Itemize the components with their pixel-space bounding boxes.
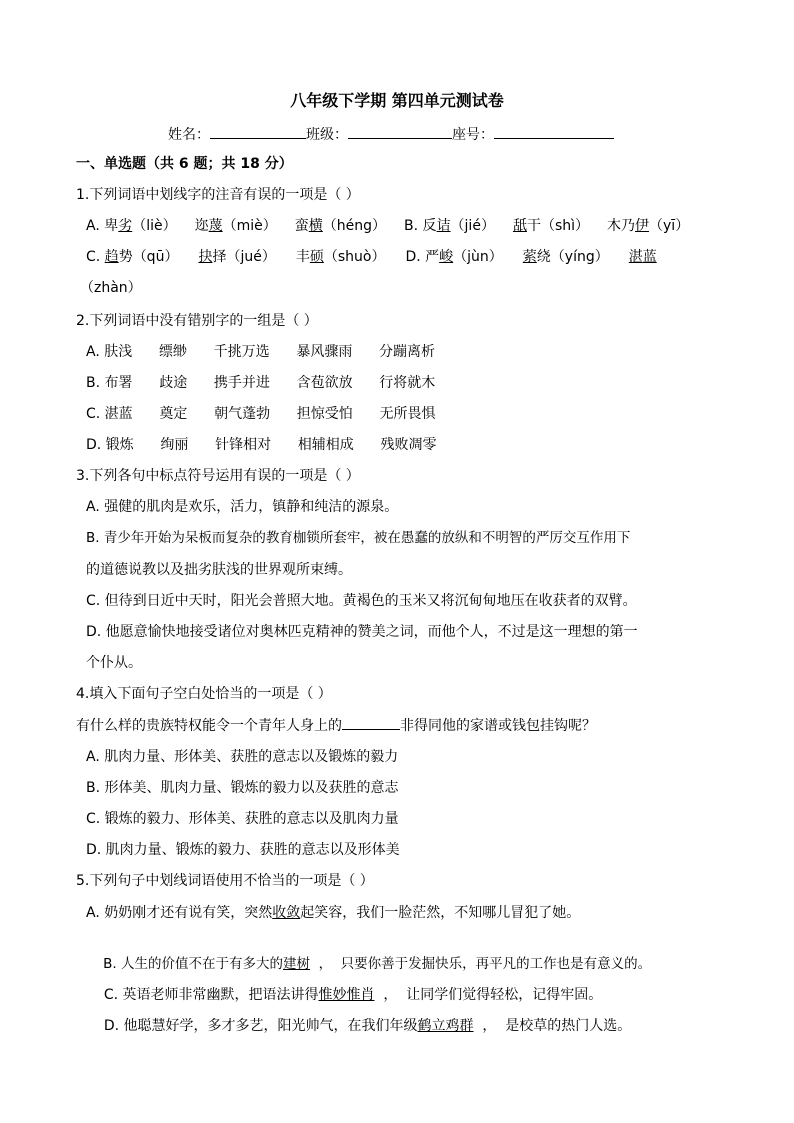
class-blank[interactable]	[348, 124, 452, 139]
page-title: 八年级下学期 第四单元测试卷	[290, 91, 504, 110]
question-2-stem: 2.下列词语中没有错别字的一组是（ ）	[76, 313, 318, 329]
question-3-option-b-line-2: 的道德说教以及拙劣肤浅的世界观所束缚。	[86, 562, 352, 578]
question-2-option-b: B. 布署 歧途 携手并进 含苞欲放 行将就木	[86, 375, 436, 391]
section-heading: 一、单选题（共 6 题；共 18 分）	[76, 156, 293, 172]
question-1-line-2: C. 趋势（qū） 抉择（jué） 丰硕（shuò） D. 严峻（jùn） 萦绕（yíng） 湛蓝	[86, 249, 657, 265]
class-label: 班级：	[306, 127, 348, 143]
seat-label: 座号：	[452, 127, 494, 143]
question-1-line-3: （zhàn）	[80, 280, 142, 296]
question-5-stem: 5.下列句子中划线词语使用不恰当的一项是（ ）	[76, 873, 374, 889]
question-3-option-c: C. 但待到日近中天时，阳光会普照大地。黄褐色的玉米又将沉甸甸地压在收获者的双臂。	[86, 593, 637, 609]
name-blank[interactable]	[210, 124, 306, 139]
question-3-option-d-line-1: D. 他愿意愉快地接受诸位对奥林匹克精神的赞美之词，而他个人，不过是这一理想的第一	[86, 624, 638, 640]
question-1-line-1: A. 卑劣（liè） 迩蔑（miè） 蛮横（héng） B. 反诘（jié） 舐干（shì） 木乃伊（yī）	[86, 218, 690, 234]
question-4-stem: 4.填入下面句子空白处恰当的一项是（ ）	[76, 686, 332, 702]
question-1-stem: 1.下列词语中划线字的注音有误的一项是（ ）	[76, 187, 360, 203]
question-5-option-c: C. 英语老师非常幽默，把语法讲得惟妙惟肖 ， 让同学们觉得轻松，记得牢固。	[103, 987, 603, 1003]
question-3-stem: 3.下列各句中标点符号运用有误的一项是（ ）	[76, 468, 360, 484]
question-5-option-b: B. 人生的价值不在于有多大的建树 ， 只要你善于发掘快乐，再平凡的工作也是有意义的。	[103, 956, 652, 972]
question-4-option-b: B. 形体美、肌肉力量、锻炼的毅力以及获胜的意志	[86, 780, 399, 796]
name-label: 姓名：	[168, 127, 210, 143]
question-3-option-b-line-1: B. 青少年开始为呆板而复杂的教育枷锁所套牢，被在愚蠢的放纵和不明智的严厉交互作用下	[86, 530, 631, 546]
question-2-option-d: D. 锻炼 绚丽 针锋相对 相辅相成 残败凋零	[86, 437, 437, 453]
question-5-option-a: A. 奶奶刚才还有说有笑，突然收敛起笑容，我们一脸茫然，不知哪儿冒犯了她。	[86, 905, 581, 921]
question-5-option-d: D. 他聪慧好学，多才多艺，阳光帅气，在我们年级鹤立鸡群 ， 是校草的热门人选。	[103, 1018, 632, 1034]
question-4-option-a: A. 肌肉力量、形体美、获胜的意志以及锻炼的毅力	[86, 749, 399, 765]
question-4-option-c: C. 锻炼的毅力、形体美、获胜的意志以及肌肉力量	[86, 811, 399, 827]
student-info-line	[168, 124, 614, 144]
question-3-option-d-line-2: 个仆从。	[86, 655, 142, 671]
question-4-sentence: 有什么样的贵族特权能令一个青年人身上的 非得同他的家谱或钱包挂钩呢？	[76, 715, 596, 736]
answer-blank[interactable]	[342, 715, 400, 730]
question-2-option-a: A. 肤浅 缥缈 千挑万选 暴风骤雨 分蹦离析	[86, 344, 436, 360]
seat-blank[interactable]	[494, 124, 614, 139]
question-2-option-c: C. 湛蓝 奠定 朝气蓬勃 担惊受怕 无所畏惧	[86, 406, 436, 422]
question-3-option-a: A. 强健的肌肉是欢乐，活力，镇静和纯洁的源泉。	[86, 499, 399, 515]
question-4-option-d: D. 肌肉力量、锻炼的毅力、获胜的意志以及形体美	[86, 842, 400, 858]
